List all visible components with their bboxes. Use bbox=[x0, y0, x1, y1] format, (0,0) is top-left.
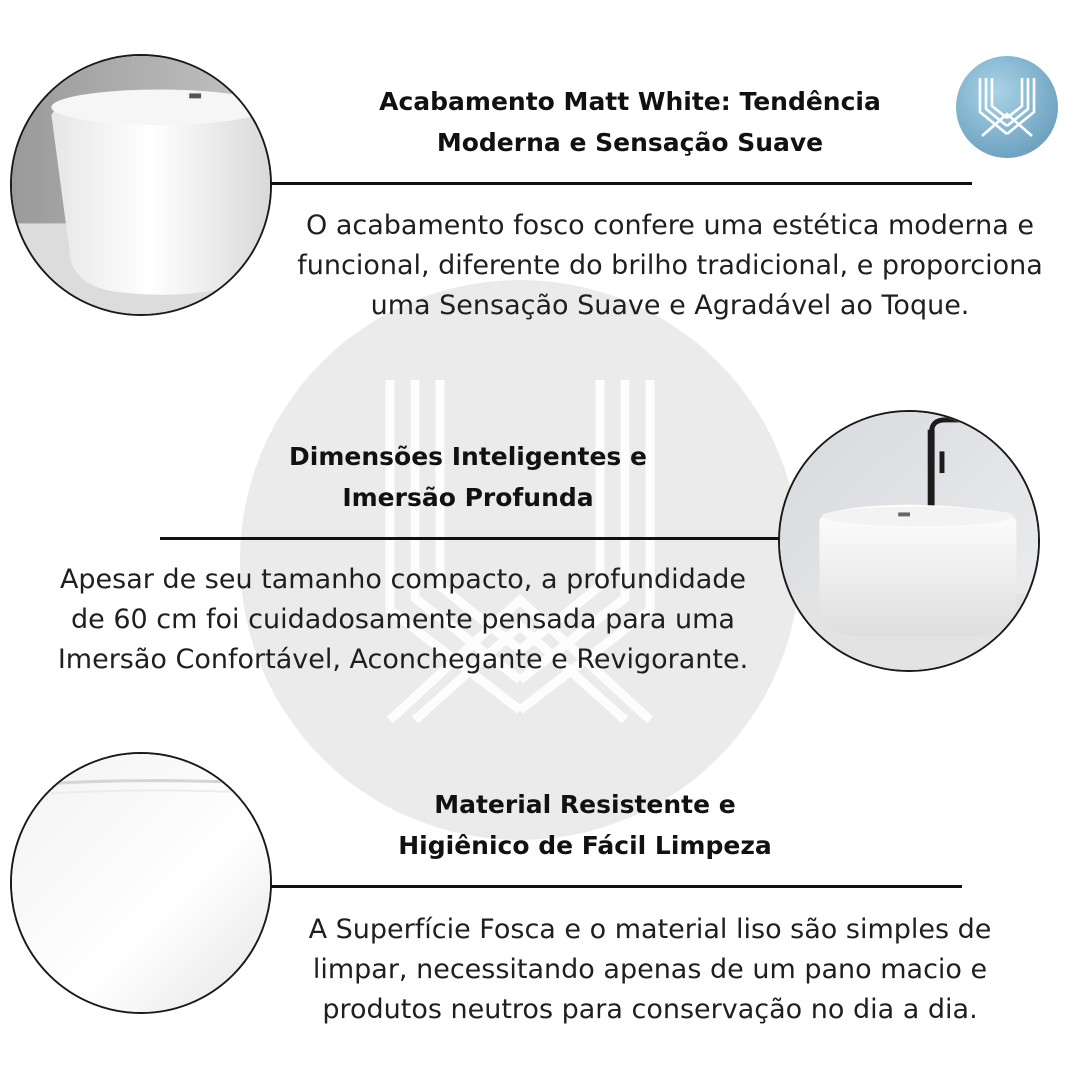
divider-line bbox=[270, 182, 972, 185]
feature-title-matt-finish: Acabamento Matt White: Tendência Moderna e Sensação Suave bbox=[379, 87, 881, 157]
feature-photo-material-closeup bbox=[10, 752, 272, 1014]
divider-line bbox=[270, 885, 962, 888]
feature-photo-matt-finish bbox=[10, 54, 272, 316]
feature-title-material: Material Resistente e Higiênico de Fácil Limpeza bbox=[398, 790, 772, 860]
feature-description-matt-finish: O acabamento fosco confere uma estética moderna e funcional, diferente do brilho tradicional, e proporciona uma Sensação Suave e Agradável ao Toque. bbox=[297, 210, 1043, 321]
feature-photo-bathtub bbox=[778, 410, 1040, 672]
feature-description-dimensions: Apesar de seu tamanho compacto, a profundidade de 60 cm foi cuidadosamente pensada para uma Imersão Confortável, Aconchegante e Revigorante. bbox=[57, 564, 749, 675]
feature-description-material: A Superfície Fosca e o material liso são simples de limpar, necessitando apenas de um pano macio e produtos neutros para conservação no dia a dia. bbox=[308, 914, 992, 1025]
divider-line bbox=[160, 537, 782, 540]
feature-title-dimensions: Dimensões Inteligentes e Imersão Profunda bbox=[289, 442, 647, 512]
brand-logo-icon bbox=[956, 56, 1058, 158]
